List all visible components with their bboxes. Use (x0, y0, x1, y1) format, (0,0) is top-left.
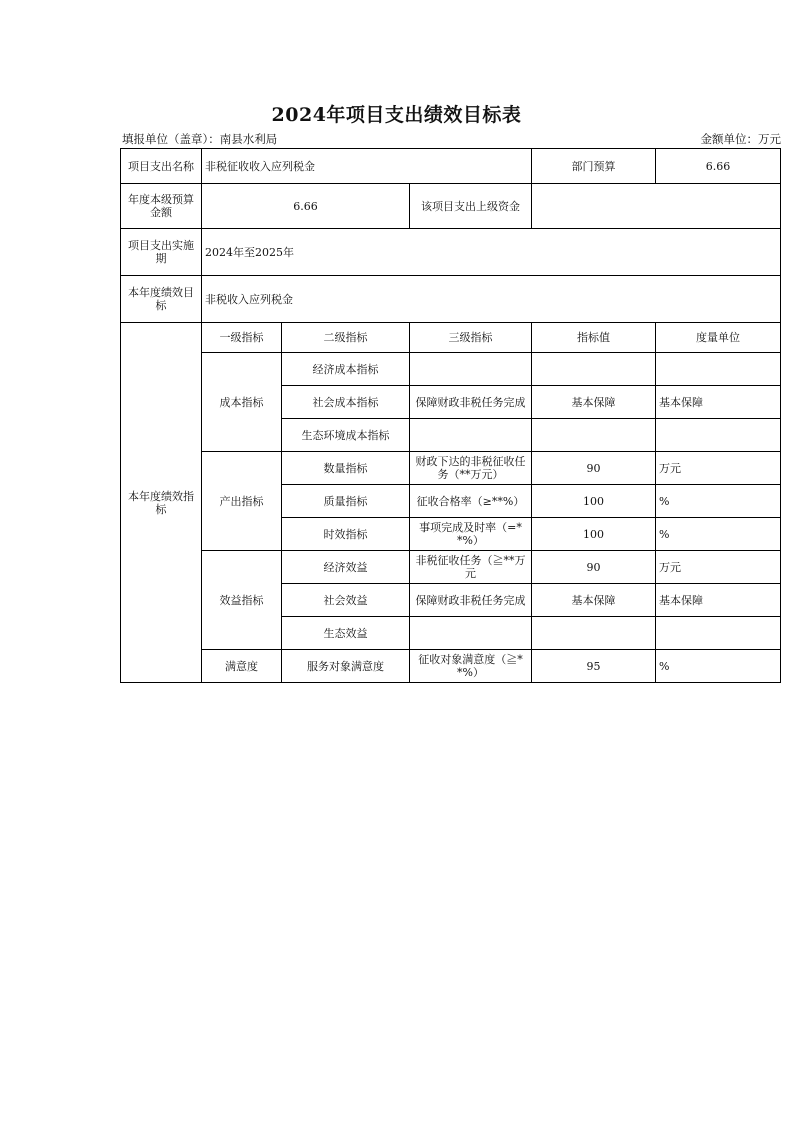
level3-cell: 财政下达的非税征收任务（**万元） (410, 452, 532, 485)
table-row (121, 452, 781, 485)
level2-cell: 服务对象满意度 (282, 650, 410, 683)
annual-goal-value: 非税收入应列税金 (202, 276, 781, 323)
amount-unit: 金额单位：万元 (700, 132, 781, 146)
level2-cell: 生态环境成本指标 (282, 419, 410, 452)
level3-cell: 保障财政非税任务完成 (410, 386, 532, 419)
value-cell: 基本保障 (532, 386, 656, 419)
value-cell: 90 (532, 551, 656, 584)
unit-cell (656, 353, 781, 386)
value-cell: 95 (532, 650, 656, 683)
annual-goal-label: 本年度绩效目标 (121, 276, 202, 323)
level2-cell: 时效指标 (282, 518, 410, 551)
level2-cell: 社会效益 (282, 584, 410, 617)
info-row-period (121, 229, 781, 276)
table-row (121, 551, 781, 584)
performance-target-table (120, 148, 781, 683)
level2-cell: 经济效益 (282, 551, 410, 584)
period-value: 2024年至2025年 (202, 229, 781, 276)
value-cell: 90 (532, 452, 656, 485)
upper-funds-label: 该项目支出上级资金 (410, 184, 532, 229)
dept-budget-value: 6.66 (656, 149, 781, 184)
level1-cell: 效益指标 (202, 551, 282, 650)
reporting-unit: 填报单位（盖章）：南县水利局 (122, 132, 278, 146)
unit-cell: 基本保障 (656, 386, 781, 419)
level3-cell: 保障财政非税任务完成 (410, 584, 532, 617)
level2-cell: 数量指标 (282, 452, 410, 485)
value-cell: 100 (532, 518, 656, 551)
table-row (121, 650, 781, 683)
level3-cell: 征收合格率（≥**%） (410, 485, 532, 518)
header-value: 指标值 (532, 323, 656, 353)
level3-cell (410, 617, 532, 650)
table-row (121, 353, 781, 386)
level2-cell: 质量指标 (282, 485, 410, 518)
level2-cell: 社会成本指标 (282, 386, 410, 419)
level1-cell: 成本指标 (202, 353, 282, 452)
unit-cell: % (656, 518, 781, 551)
value-cell: 基本保障 (532, 584, 656, 617)
info-row-project-name (121, 149, 781, 184)
unit-cell: 万元 (656, 452, 781, 485)
level3-cell: 征收对象满意度（≧**%） (410, 650, 532, 683)
level1-cell: 产出指标 (202, 452, 282, 551)
annual-budget-label: 年度本级预算金额 (121, 184, 202, 229)
header-unit: 度量单位 (656, 323, 781, 353)
annual-budget-value: 6.66 (202, 184, 410, 229)
dept-budget-label: 部门预算 (532, 149, 656, 184)
value-cell (532, 353, 656, 386)
header-level3: 三级指标 (410, 323, 532, 353)
value-cell (532, 617, 656, 650)
page-title: 2024年项目支出绩效目标表 (271, 104, 522, 126)
project-name-value: 非税征收收入应列税金 (202, 149, 532, 184)
unit-cell: % (656, 485, 781, 518)
unit-cell (656, 617, 781, 650)
info-row-annual-budget (121, 184, 781, 229)
header-level2: 二级指标 (282, 323, 410, 353)
level3-cell (410, 419, 532, 452)
indicator-header-row (121, 323, 781, 353)
value-cell (532, 419, 656, 452)
value-cell: 100 (532, 485, 656, 518)
level3-cell: 非税征收任务（≧**万元 (410, 551, 532, 584)
info-row-annual-goal (121, 276, 781, 323)
unit-cell: % (656, 650, 781, 683)
period-label: 项目支出实施期 (121, 229, 202, 276)
unit-cell (656, 419, 781, 452)
unit-cell: 基本保障 (656, 584, 781, 617)
level2-cell: 经济成本指标 (282, 353, 410, 386)
header-level1: 一级指标 (202, 323, 282, 353)
level2-cell: 生态效益 (282, 617, 410, 650)
unit-cell: 万元 (656, 551, 781, 584)
level1-cell: 满意度 (202, 650, 282, 683)
project-name-label: 项目支出名称 (121, 149, 202, 184)
level3-cell (410, 353, 532, 386)
level3-cell: 事项完成及时率（=**%） (410, 518, 532, 551)
indicator-section-label: 本年度绩效指标 (121, 323, 202, 683)
upper-funds-value (532, 184, 781, 229)
